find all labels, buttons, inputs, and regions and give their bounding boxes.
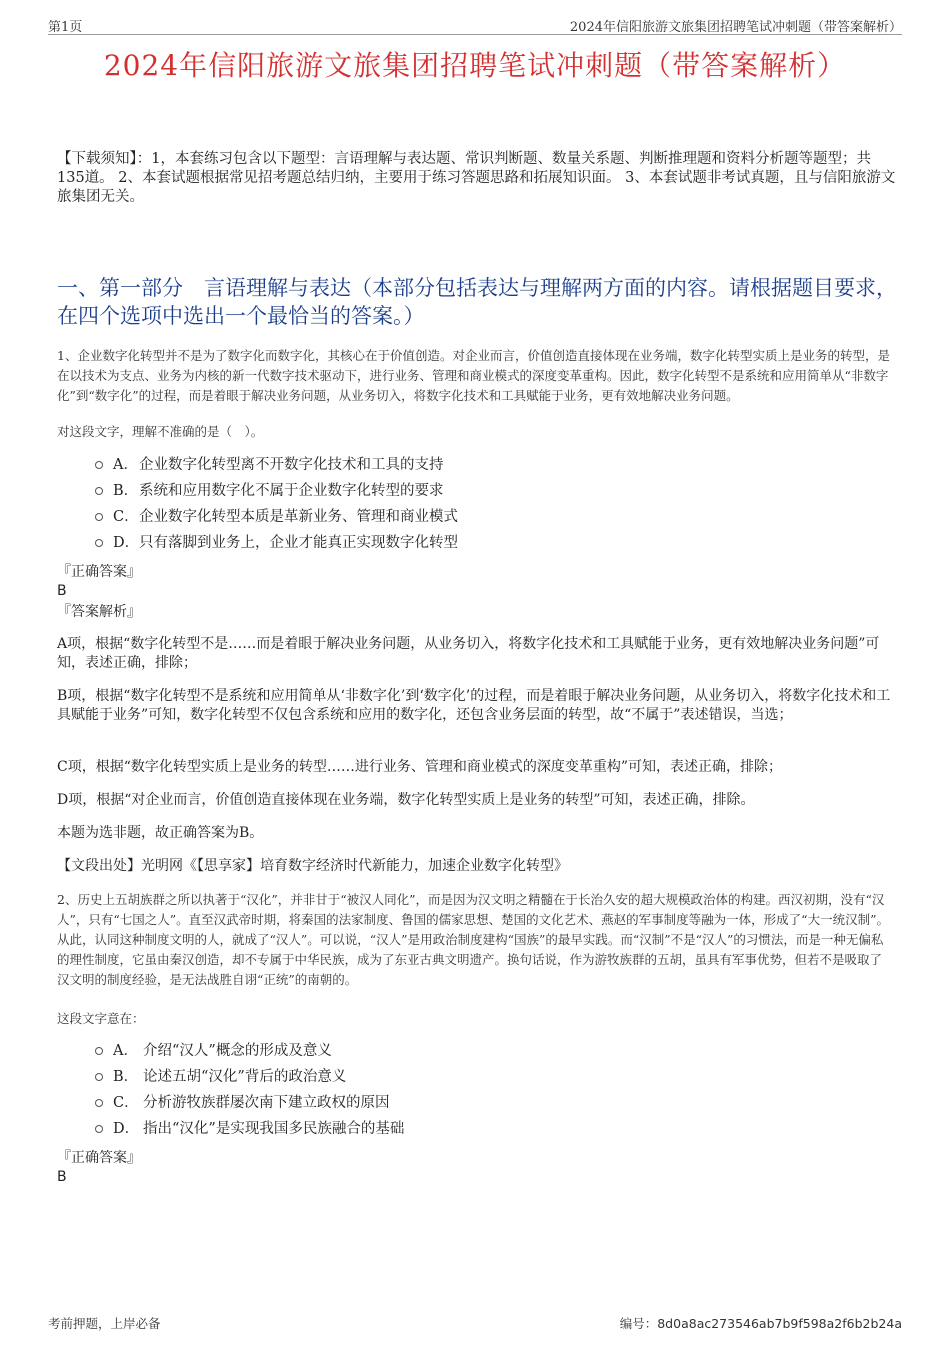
option-letter: A． — [113, 1043, 138, 1059]
radio-icon[interactable] — [95, 1073, 103, 1081]
analysis-item-c: C项，根据“数字化转型实质上是业务的转型……进行业务、管理和商业模式的深度变革重构”可知，表述正确，排除； — [57, 759, 783, 775]
question-1-analysis-label: 『答案解析』 — [57, 604, 141, 620]
question-1-option-b[interactable] — [95, 478, 795, 504]
radio-icon[interactable] — [95, 1047, 103, 1055]
question-2-option-a[interactable] — [95, 1038, 795, 1064]
analysis-item-a: A项，根据“数字化转型不是……而是着眼于解决业务问题，从业务切入，将数字化技术和工具赋能于业务，更有效地解决业务问题”可知，表述正确，排除； — [57, 636, 880, 671]
analysis-conclusion: 本题为选非题，故正确答案为B。 — [57, 825, 264, 841]
option-text: 指出“汉化”是实现我国多民族融合的基础 — [143, 1121, 405, 1137]
page-header — [48, 14, 902, 35]
option-letter: D． — [113, 1121, 140, 1137]
analysis-item-b: B项，根据“数字化转型不是系统和应用简单从‘非数字化’到‘数字化’的过程，而是着眼于解决业务问题，从业务切入，将数字化技术和工具赋能于业务”可知，数字化转型不仅包含系统和应用的数字化，还包含业务层面的转型，故“不属于”表述错误，当选； — [57, 688, 891, 723]
question-2-option-d[interactable] — [95, 1116, 795, 1142]
question-2-answer: B — [57, 1169, 67, 1185]
analysis-source: 【文段出处】光明网《【思享家】培育数字经济时代新能力，加速企业数字化转型》 — [57, 858, 568, 874]
radio-icon[interactable] — [95, 1099, 103, 1107]
option-letter: D． — [113, 535, 140, 551]
radio-icon[interactable] — [95, 539, 103, 547]
question-2-answer-label: 『正确答案』 — [57, 1150, 141, 1166]
radio-icon[interactable] — [95, 461, 103, 469]
option-letter: C． — [113, 509, 139, 525]
question-1-prompt: 对这段文字，理解不准确的是（ ）。 — [57, 424, 264, 439]
page-number: 第1页 — [48, 20, 83, 35]
footer-slogan: 考前押题，上岸必备 — [48, 1316, 161, 1331]
footer-code — [620, 1314, 902, 1332]
footer-code-label: 编号： — [619, 1316, 658, 1331]
question-1-answer: B — [57, 583, 67, 599]
document-title: 2024年信阳旅游文旅集团招聘笔试冲刺题（带答案解析） — [103, 49, 847, 82]
footer-code-value: 8d0a8ac273546ab7b9f598a2f6b2b24a — [657, 1316, 902, 1331]
radio-icon[interactable] — [95, 1125, 103, 1133]
question-1-answer-label: 『正确答案』 — [57, 564, 141, 580]
question-2-text: 2、历史上五胡族群之所以执著于“汉化”，并非甘于“被汉人同化”，而是因为汉文明之精髓在于长治久安的超大规模政治体的构建。西汉初期，没有“汉人”，只有“七国之人”。直至汉武帝时期，将秦国的法家制度、鲁国的儒家思想、楚国的文化艺术、燕赵的军事制度等融为一体，形成了“大一统汉制”。从此，认同这种制度文明的人，就成了“汉人”。可以说，“汉人”是用政治制度建构“国族”的最早实践。而“汉制”不是“汉人”的习惯法，而是一种无偏私的理性制度，它虽由秦汉创造，却不专属于中华民族，成为了东亚古典文明遗产。换句话说，作为游牧族群的五胡，虽具有军事优势，但若不是吸取了汉文明的制度经验，是无法战胜自诩“正统”的南朝的。 — [57, 892, 889, 987]
question-2-option-c[interactable] — [95, 1090, 795, 1116]
option-text: 只有落脚到业务上，企业才能真正实现数字化转型 — [139, 535, 458, 551]
question-1-options — [95, 452, 795, 556]
download-notice: 【下载须知】：1，本套练习包含以下题型：言语理解与表达题、常识判断题、数量关系题、判断推理题和资料分析题等题型；共135道。 2、本套试题根据常见招考题总结归纳，主要用于练习答题思路和拓展知识面。 3、本套试题非考试真题，且与信阳旅游文旅集团无关。 — [57, 151, 896, 205]
option-text: 论述五胡“汉化”背后的政治意义 — [143, 1069, 347, 1085]
option-text: 系统和应用数字化不属于企业数字化转型的要求 — [139, 483, 444, 499]
question-2-prompt: 这段文字意在： — [57, 1011, 145, 1026]
option-letter: C． — [113, 1095, 139, 1111]
radio-icon[interactable] — [95, 487, 103, 495]
option-text: 企业数字化转型离不开数字化技术和工具的支持 — [139, 457, 444, 473]
header-doc-title: 2024年信阳旅游文旅集团招聘笔试冲刺题（带答案解析） — [569, 20, 902, 35]
question-2-options — [95, 1038, 795, 1142]
question-1-option-d[interactable] — [95, 530, 795, 556]
option-text: 介绍“汉人”概念的形成及意义 — [143, 1043, 332, 1059]
analysis-item-d: D项，根据“对企业而言，价值创造直接体现在业务端，数字化转型实质上是业务的转型”可知，表述正确，排除。 — [57, 792, 755, 808]
question-1-text: 1、企业数字化转型并不是为了数字化而数字化，其核心在于价值创造。对企业而言，价值创造直接体现在业务端，数字化转型实质上是业务的转型，是在以技术为支点、业务为内核的新一代数字技术驱动下，进行业务、管理和商业模式的深度变革重构。因此，数字化转型不是系统和应用简单从“非数字化”到“数字化”的过程，而是着眼于解决业务问题，从业务切入，将数字化技术和工具赋能于业务，更有效地解决业务问题。 — [57, 348, 890, 403]
question-1-option-c[interactable] — [95, 504, 795, 530]
option-letter: A． — [113, 457, 138, 473]
option-text: 企业数字化转型本质是革新业务、管理和商业模式 — [139, 509, 458, 525]
option-letter: B． — [113, 483, 139, 499]
option-text: 分析游牧族群屡次南下建立政权的原因 — [143, 1095, 390, 1111]
question-2-option-b[interactable] — [95, 1064, 795, 1090]
section-heading: 一、第一部分 言语理解与表达（本部分包括表达与理解两方面的内容。请根据题目要求，在四个选项中选出一个最恰当的答案。） — [57, 276, 897, 328]
radio-icon[interactable] — [95, 513, 103, 521]
question-1-option-a[interactable] — [95, 452, 795, 478]
option-letter: B． — [113, 1069, 139, 1085]
